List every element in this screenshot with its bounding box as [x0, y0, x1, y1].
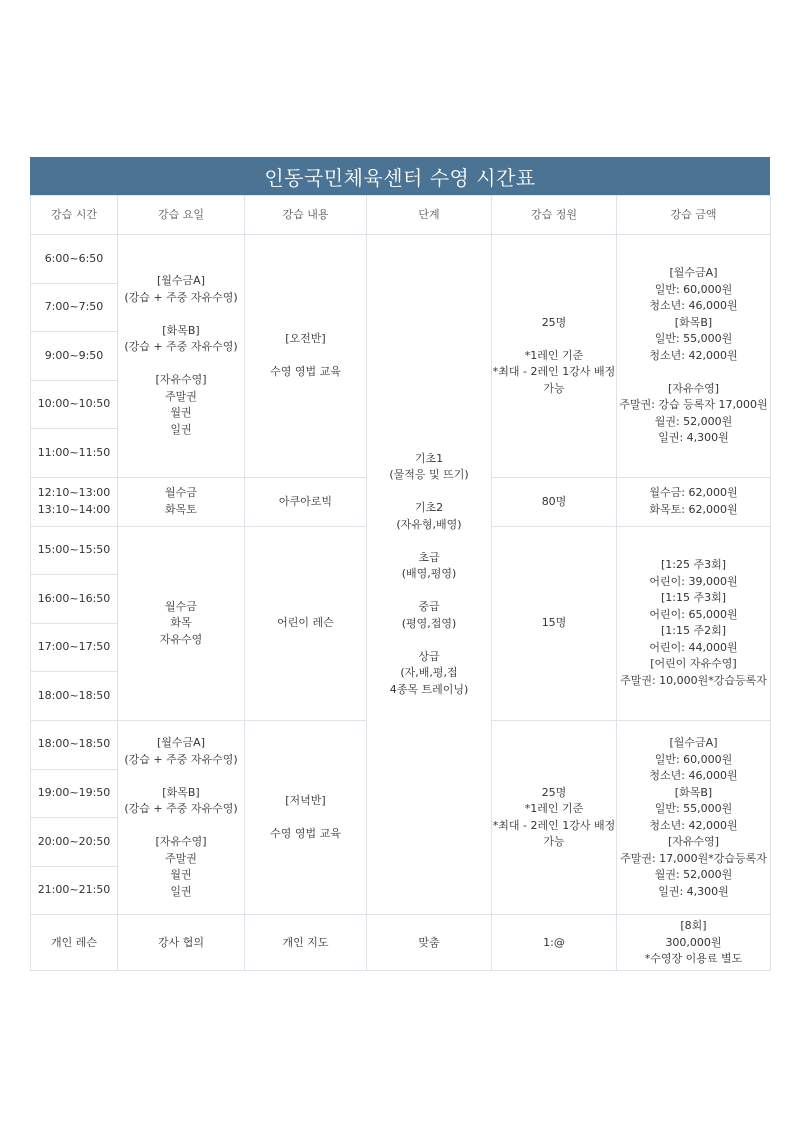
kids-content-cell: 어린이 레슨: [245, 526, 367, 720]
table-row: [31, 235, 771, 284]
schedule-sheet: [30, 157, 770, 971]
time-cell: 9:00~9:50: [31, 332, 118, 381]
stage-cell: 기초1 (물적응 및 뜨기) 기초2 (자유형,배영) 초급 (배영,평영) 중급 (평영,접영) 상급 (자,배,평,접 4종목 트레이닝): [367, 235, 492, 915]
morning-capacity-cell: 25명 *1레인 기준 *최대 - 2레인 1강사 배정 가능: [492, 235, 617, 478]
schedule-table: [30, 195, 771, 971]
noon-days-cell: 월수금 화목토: [118, 477, 245, 526]
table-row: [31, 915, 771, 971]
kids-capacity-cell: 15명: [492, 526, 617, 720]
header-stage: 단계: [367, 196, 492, 235]
private-days-cell: 강사 협의: [118, 915, 245, 971]
header-content: 강습 내용: [245, 196, 367, 235]
header-days: 강습 요일: [118, 196, 245, 235]
time-cell: 21:00~21:50: [31, 866, 118, 915]
time-cell: 15:00~15:50: [31, 526, 118, 575]
private-capacity-cell: 1:@: [492, 915, 617, 971]
header-capacity: 강습 정원: [492, 196, 617, 235]
evening-capacity-cell: 25명 *1레인 기준 *최대 - 2레인 1강사 배정 가능: [492, 720, 617, 914]
header-row: [31, 196, 771, 235]
morning-price-cell: [월수금A] 일반: 60,000원 청소년: 46,000원 [화목B] 일반: 55,000원 청소년: 42,000원 [자유수영] 주말권: 강습 등록자 17,000원 월권: 52,000원 일권: 4,300원: [617, 235, 771, 478]
time-cell: 개인 레슨: [31, 915, 118, 971]
morning-days-cell: [월수금A] (강습 + 주중 자유수영) [화목B] (강습 + 주중 자유수영) [자유수영] 주말권 월권 일권: [118, 235, 245, 478]
time-cell: 20:00~20:50: [31, 818, 118, 867]
evening-content-cell: [저녁반] 수영 영법 교육: [245, 720, 367, 914]
time-cell: 10:00~10:50: [31, 380, 118, 429]
private-stage-cell: 맞춤: [367, 915, 492, 971]
private-content-cell: 개인 지도: [245, 915, 367, 971]
time-cell: 6:00~6:50: [31, 235, 118, 284]
time-cell: 18:00~18:50: [31, 720, 118, 769]
noon-price-cell: 월수금: 62,000원 화목토: 62,000원: [617, 477, 771, 526]
evening-price-cell: [월수금A] 일반: 60,000원 청소년: 46,000원 [화목B] 일반: 55,000원 청소년: 42,000원 [자유수영] 주말권: 17,000원*강습등록자 월권: 52,000원 일권: 4,300원: [617, 720, 771, 914]
header-time: 강습 시간: [31, 196, 118, 235]
morning-content-cell: [오전반] 수영 영법 교육: [245, 235, 367, 478]
time-cell: 17:00~17:50: [31, 623, 118, 672]
time-cell: 19:00~19:50: [31, 769, 118, 818]
noon-capacity-cell: 80명: [492, 477, 617, 526]
header-price: 강습 금액: [617, 196, 771, 235]
time-cell: 11:00~11:50: [31, 429, 118, 478]
noon-content-cell: 아쿠아로빅: [245, 477, 367, 526]
kids-days-cell: 월수금 화목 자유수영: [118, 526, 245, 720]
kids-price-cell: [1:25 주3회] 어린이: 39,000원 [1:15 주3회] 어린이: 65,000원 [1:15 주2회] 어린이: 44,000원 [어린이 자유수영] 주말권: 10,000원*강습등록자: [617, 526, 771, 720]
time-cell: 16:00~16:50: [31, 575, 118, 624]
time-cell: 7:00~7:50: [31, 283, 118, 332]
time-cell: 18:00~18:50: [31, 672, 118, 721]
private-price-cell: [8회] 300,000원 *수영장 이용료 별도: [617, 915, 771, 971]
evening-days-cell: [월수금A] (강습 + 주중 자유수영) [화목B] (강습 + 주중 자유수영) [자유수영] 주말권 월권 일권: [118, 720, 245, 914]
time-cell: 12:10~13:00 13:10~14:00: [31, 477, 118, 526]
schedule-title: 인동국민체육센터 수영 시간표: [30, 157, 770, 195]
